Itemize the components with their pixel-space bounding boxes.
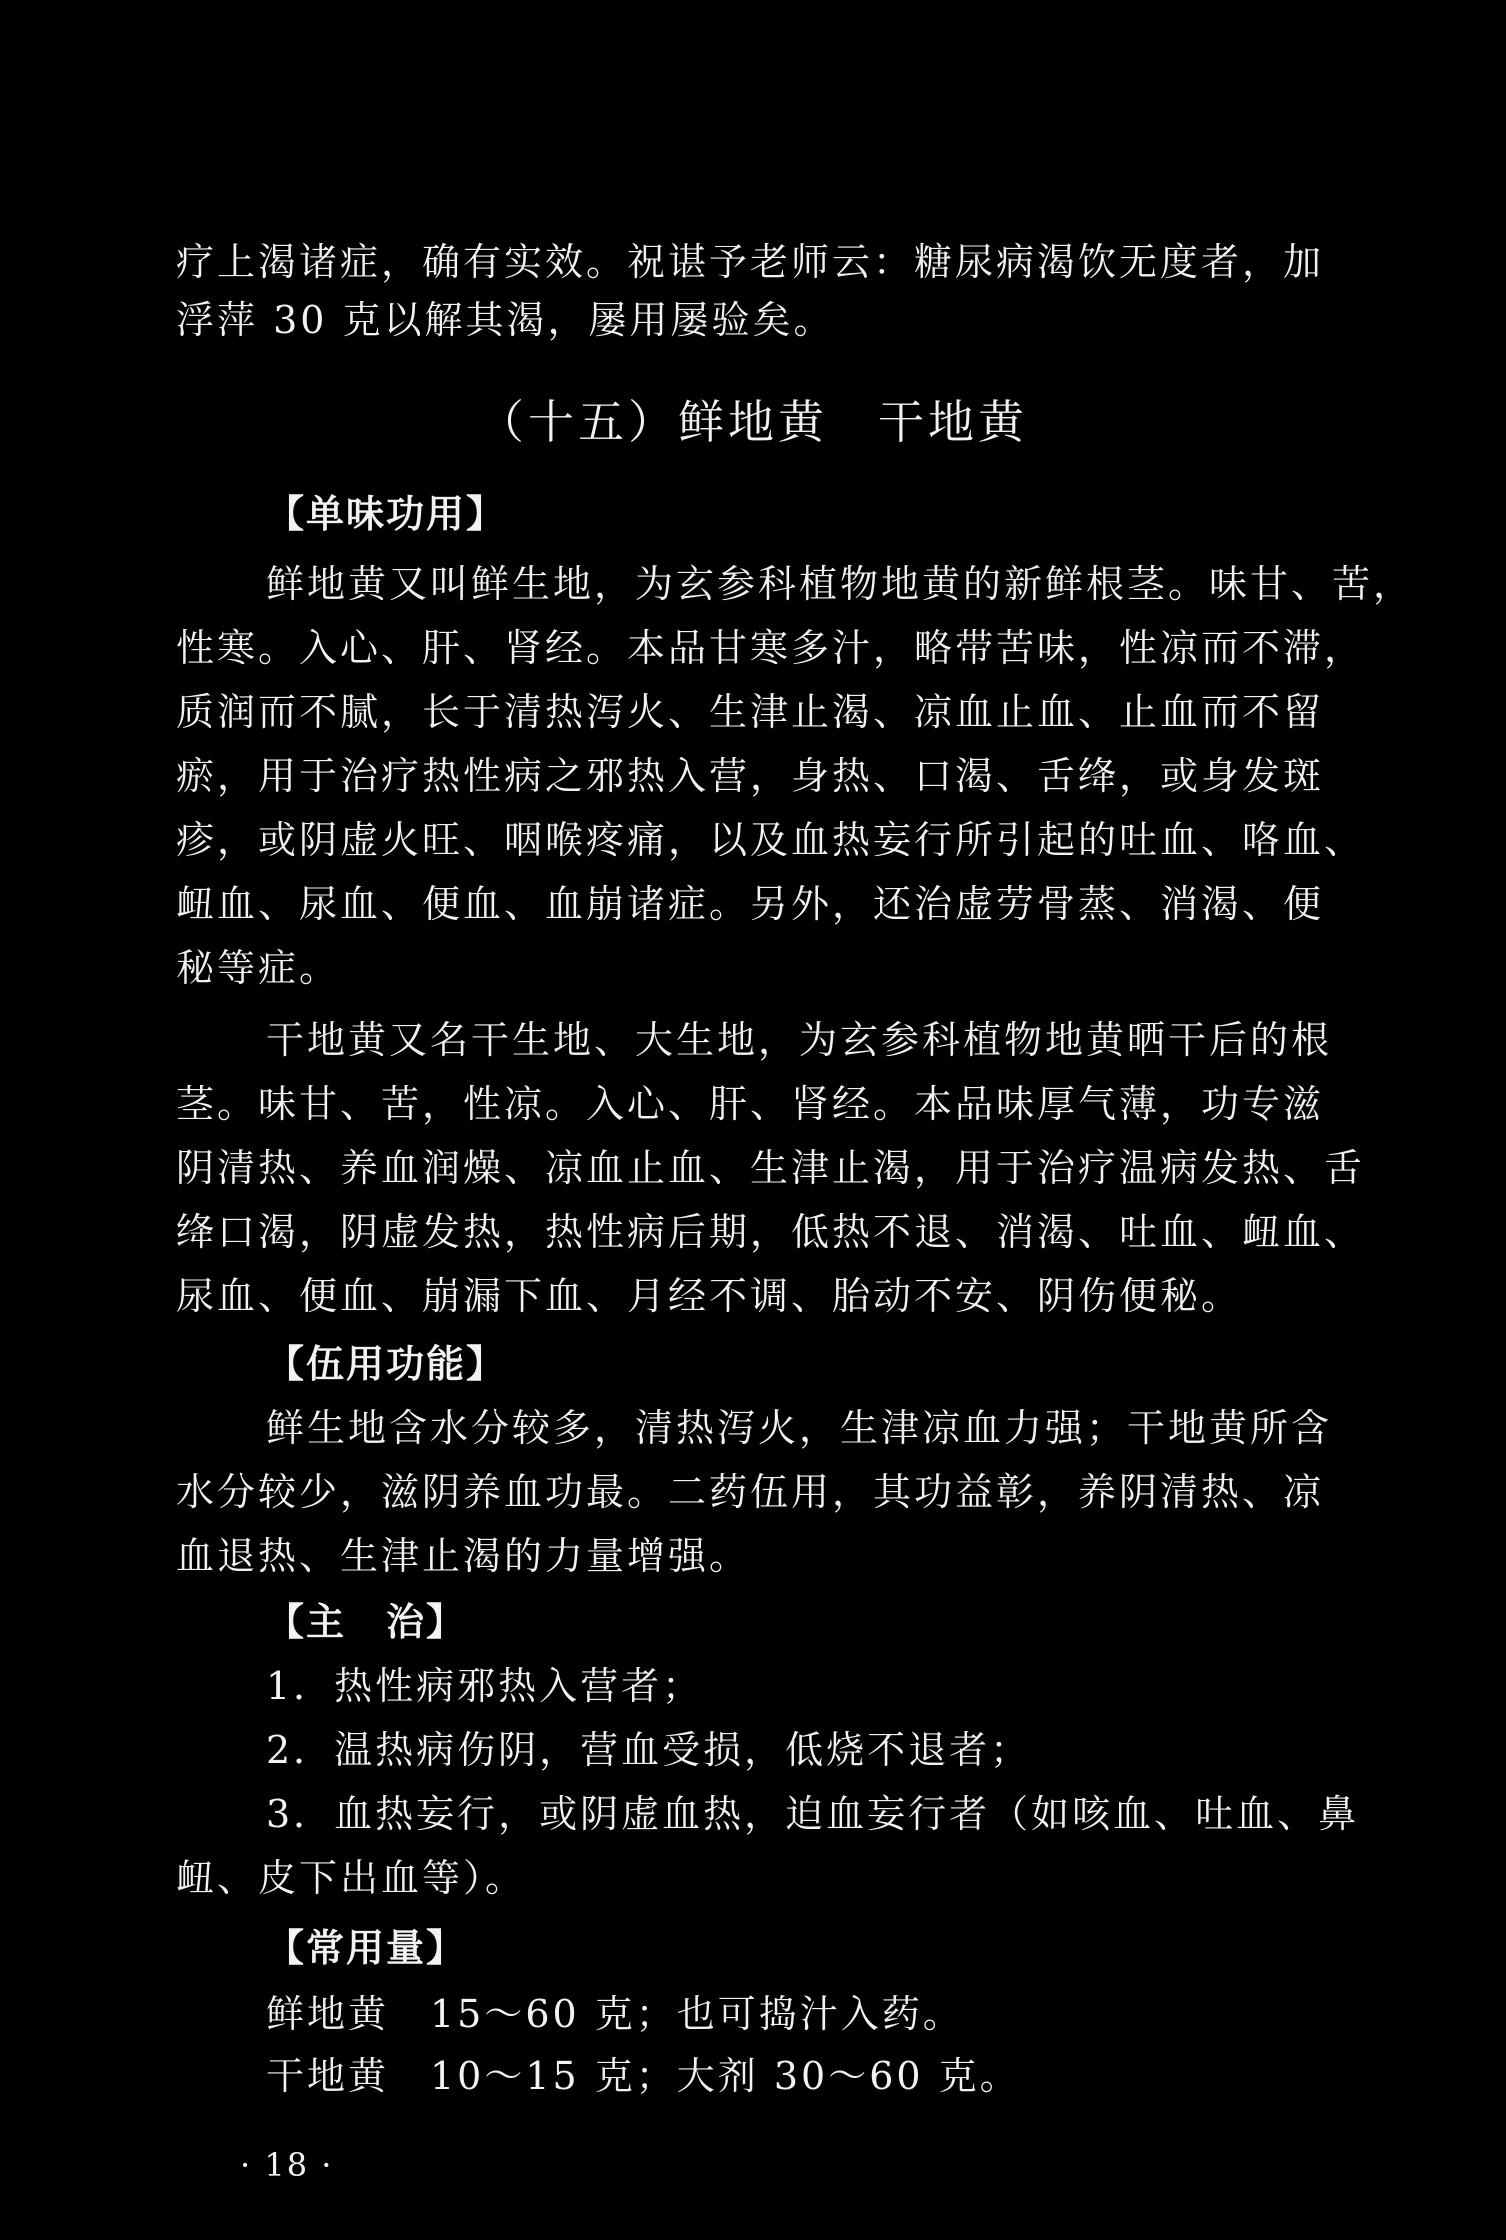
paragraph-line: 疹，或阴虚火旺、咽喉疼痛，以及血热妄行所引起的吐血、咯血、	[176, 818, 1366, 862]
paragraph-line: 衄血、尿血、便血、血崩诸症。另外，还治虚劳骨蒸、消渴、便	[176, 882, 1325, 926]
heading-indications: 【主 治】	[266, 1600, 467, 1644]
paragraph-line: 干地黄又名干生地、大生地，为玄参科植物地黄晒干后的根	[266, 1018, 1333, 1062]
list-item: 3．血热妄行，或阴虚血热，迫血妄行者（如咳血、吐血、鼻	[266, 1792, 1360, 1836]
paragraph-line: 尿血、便血、崩漏下血、月经不调、胎动不安、阴伤便秘。	[176, 1274, 1243, 1318]
intro-line-1: 疗上渴诸症，确有实效。祝谌予老师云：糖尿病渴饮无度者，加	[176, 240, 1325, 284]
page-number: · 18 ·	[240, 2146, 334, 2184]
paragraph-line: 绛口渴，阴虚发热，热性病后期，低热不退、消渴、吐血、衄血、	[176, 1210, 1366, 1254]
list-item-continuation: 衄、皮下出血等）。	[176, 1856, 527, 1900]
dosage-item: 鲜地黄 15～60 克；也可捣汁入药。	[266, 1992, 964, 2036]
intro-line-2: 浮萍 30 克以解其渴，屡用屡验矣。	[176, 298, 835, 342]
section-title: （十五）鲜地黄 干地黄	[478, 395, 1028, 449]
paragraph-line: 质润而不腻，长于清热泻火、生津止渴、凉血止血、止血而不留	[176, 690, 1325, 734]
paragraph-line: 茎。味甘、苦，性凉。入心、肝、肾经。本品味厚气薄，功专滋	[176, 1082, 1325, 1126]
heading-dosage: 【常用量】	[266, 1926, 467, 1970]
paragraph-line: 性寒。入心、肝、肾经。本品甘寒多汁，略带苦味，性凉而不滞，	[176, 626, 1366, 670]
paragraph-line: 血退热、生津止渴的力量增强。	[176, 1534, 751, 1578]
list-item: 2．温热病伤阴，营血受损，低烧不退者；	[266, 1728, 1032, 1772]
paragraph-line: 鲜地黄又叫鲜生地，为玄参科植物地黄的新鲜根茎。味甘、苦，	[266, 562, 1415, 606]
heading-single-use: 【单味功用】	[266, 492, 507, 536]
paragraph-line: 瘀，用于治疗热性病之邪热入营，身热、口渴、舌绛，或身发斑	[176, 754, 1325, 798]
paragraph-line: 阴清热、养血润燥、凉血止血、生津止渴，用于治疗温病发热、舌	[176, 1146, 1366, 1190]
list-item: 1．热性病邪热入营者；	[266, 1664, 704, 1708]
heading-pairing: 【伍用功能】	[266, 1342, 507, 1386]
paragraph-line: 鲜生地含水分较多，清热泻火，生津凉血力强；干地黄所含	[266, 1406, 1333, 1450]
dosage-item: 干地黄 10～15 克；大剂 30～60 克。	[266, 2054, 1021, 2098]
paragraph-line: 秘等症。	[176, 946, 341, 990]
paragraph-line: 水分较少，滋阴养血功最。二药伍用，其功益彰，养阴清热、凉	[176, 1470, 1325, 1514]
